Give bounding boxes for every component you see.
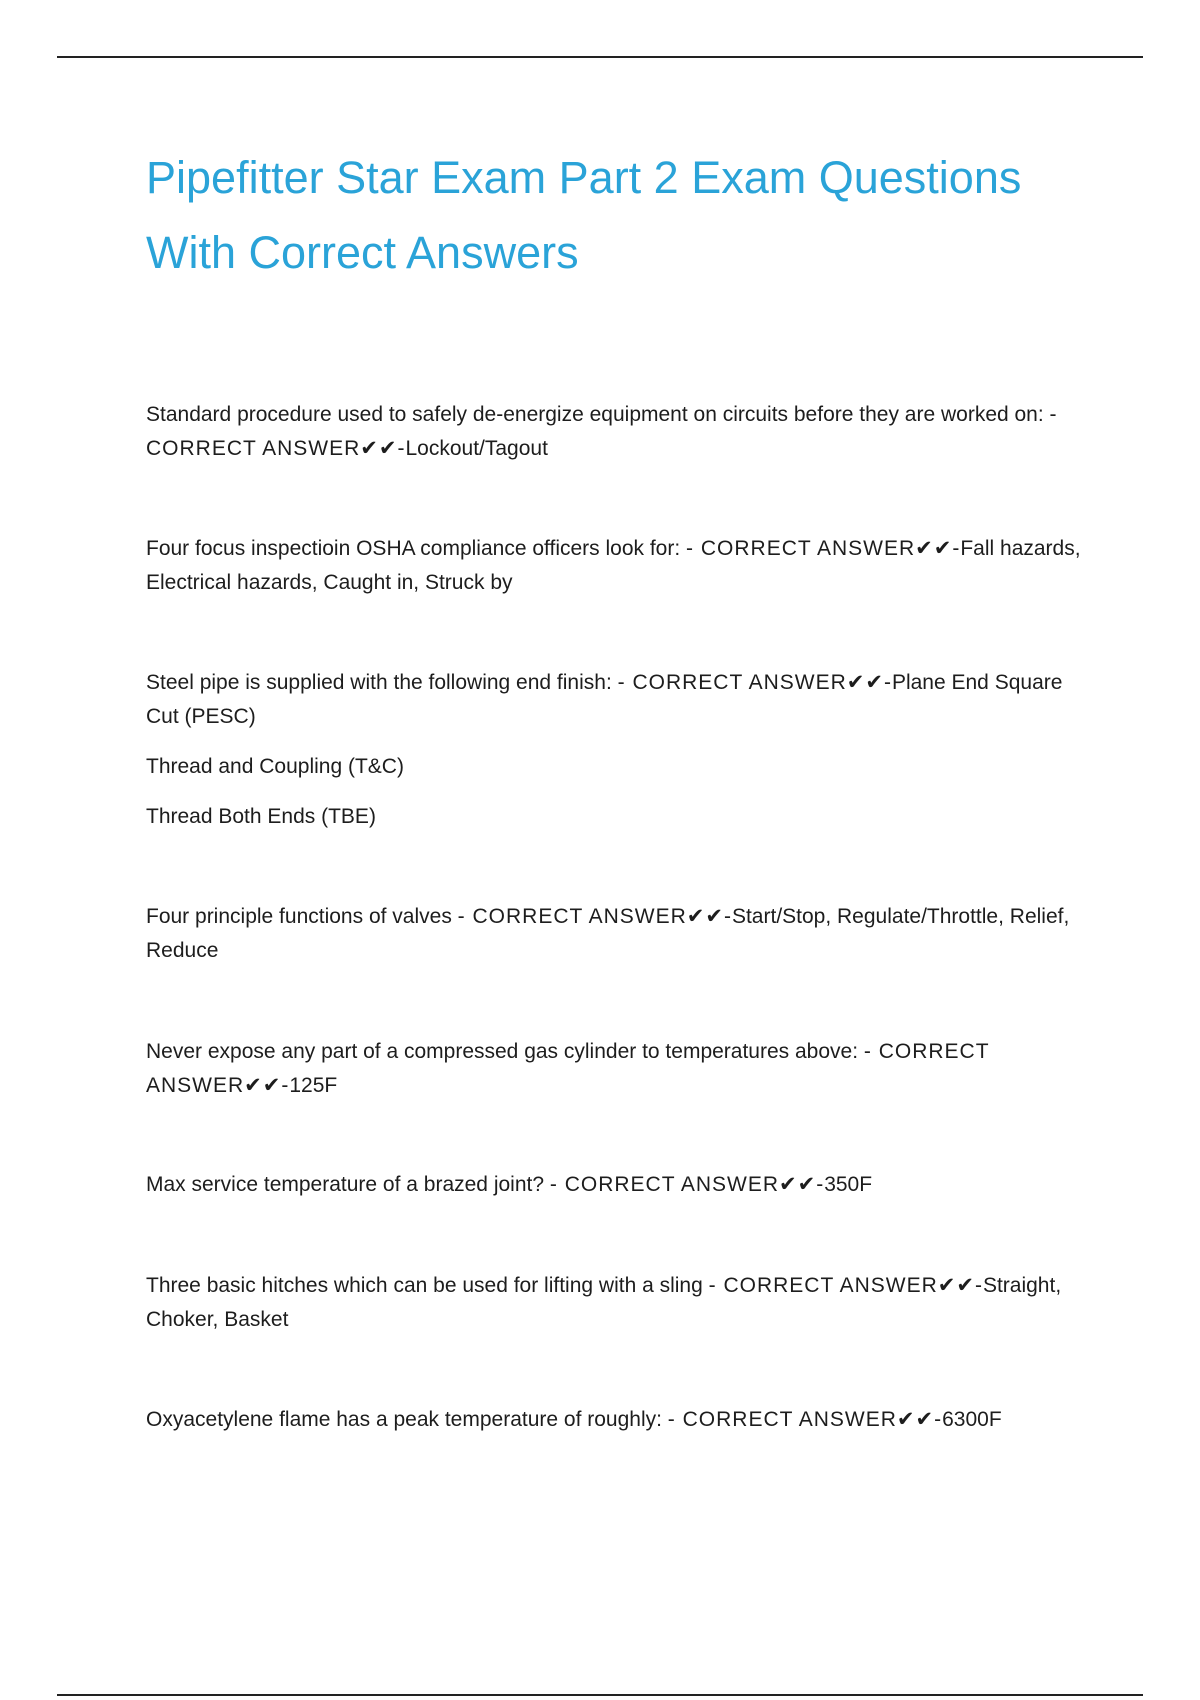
answer-marker: - CORRECT ANSWER✔✔- xyxy=(146,1040,990,1097)
answer-text: Lockout/Tagout xyxy=(405,437,548,460)
answer-continuation: Thread Both Ends (TBE) xyxy=(146,805,376,828)
answer-text: Start/Stop, Regulate/Throttle, Relief, Reduce xyxy=(146,905,1070,962)
answer-text: 6300F xyxy=(942,1408,1002,1431)
answer-marker: - CORRECT ANSWER✔✔- xyxy=(617,671,892,694)
answer-continuation: Thread and Coupling (T&C) xyxy=(146,755,404,778)
qa-item-6 xyxy=(146,1168,1096,1202)
answer-marker: - CORRECT ANSWER✔✔- xyxy=(457,905,732,928)
question-text: Never expose any part of a compressed gas cylinder to temperatures above: xyxy=(146,1040,859,1063)
qa-item-5 xyxy=(146,1035,1096,1103)
top-divider xyxy=(57,56,1143,58)
question-text: Steel pipe is supplied with the following end finish: xyxy=(146,671,612,694)
answer-text: Straight, Choker, Basket xyxy=(146,1274,1062,1331)
question-text: Four principle functions of valves xyxy=(146,905,452,928)
qa-item-3 xyxy=(146,666,1096,834)
question-text: Max service temperature of a brazed joint? xyxy=(146,1173,545,1196)
document-title xyxy=(146,140,1106,290)
answer-marker: - CORRECT ANSWER✔✔- xyxy=(549,1173,825,1196)
answer-text: 350F xyxy=(824,1173,873,1196)
answer-text: Plane End Square Cut (PESC) xyxy=(146,671,1063,728)
qa-item-1 xyxy=(146,398,1096,466)
qa-item-8 xyxy=(146,1403,1096,1437)
answer-marker: - CORRECT ANSWER✔✔- xyxy=(708,1274,983,1297)
answer-marker: - CORRECT ANSWER✔✔- xyxy=(667,1408,943,1431)
qa-item-2 xyxy=(146,532,1096,600)
answer-text: 125F xyxy=(289,1074,338,1097)
answer-marker: - CORRECT ANSWER✔✔- xyxy=(146,403,1058,460)
question-text: Standard procedure used to safely de-energize equipment on circuits before they are worked on: xyxy=(146,403,1044,426)
qa-item-4 xyxy=(146,900,1096,968)
qa-item-7 xyxy=(146,1269,1096,1337)
answer-marker: - CORRECT ANSWER✔✔- xyxy=(686,537,961,560)
title-line-1: Pipefitter Star Exam Part 2 Exam Questions xyxy=(146,152,1022,203)
question-text: Three basic hitches which can be used for lifting with a sling xyxy=(146,1274,703,1297)
title-line-2: With Correct Answers xyxy=(146,227,579,278)
question-text: Oxyacetylene flame has a peak temperature of roughly: xyxy=(146,1408,662,1431)
question-text: Four focus inspectioin OSHA compliance officers look for: xyxy=(146,537,681,560)
answer-text: Fall hazards, Electrical hazards, Caught in, Struck by xyxy=(146,537,1081,594)
bottom-divider xyxy=(57,1694,1143,1696)
